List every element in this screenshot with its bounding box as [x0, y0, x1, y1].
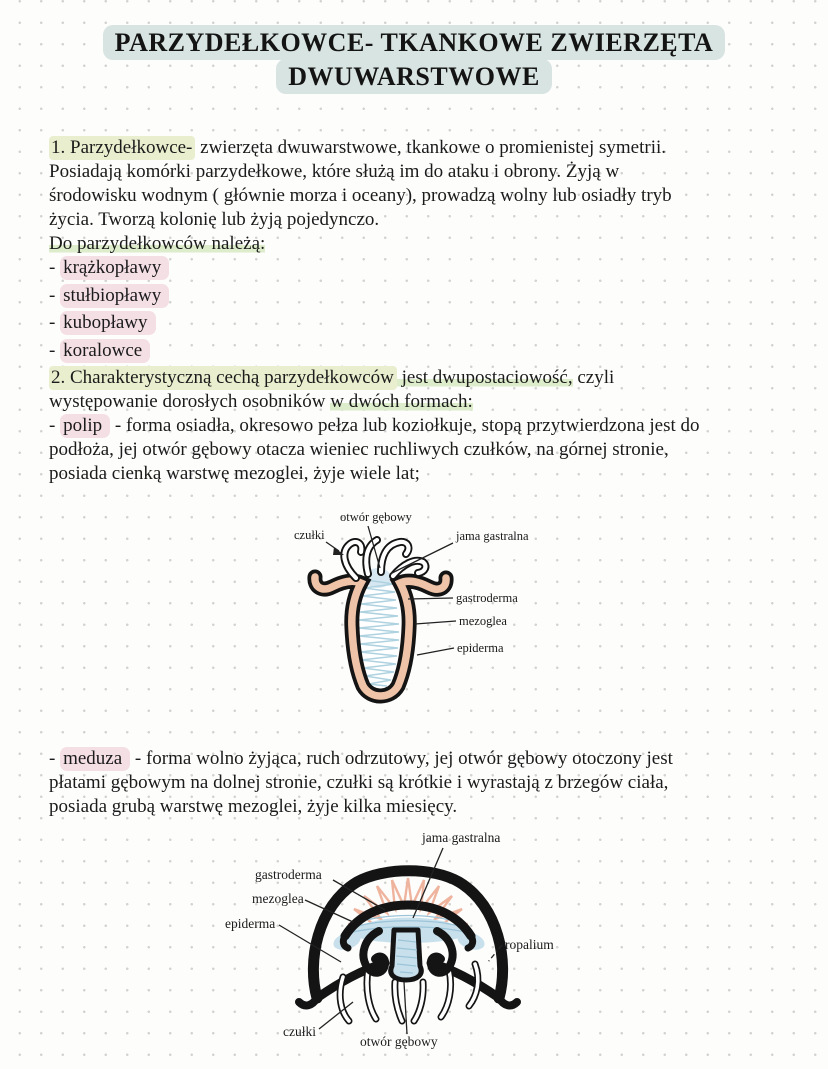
text-segment: występowanie dorosłych osobników — [49, 391, 331, 412]
medusa-label-gastroderma: gastroderma — [255, 867, 322, 882]
text-segment: posiada cienką warstwę mezoglei, żyje wiele lat; — [49, 463, 420, 484]
medusa-label-czulki: czułki — [283, 1024, 316, 1039]
text-segment: środowisku wodnym ( głównie morza i oceany), prowadzą wolny lub osiadły tryb — [49, 185, 672, 206]
text-segment: krążkopławy — [60, 256, 169, 280]
intro-paragraph — [49, 136, 811, 256]
polyp-label-otwor-gebowy: otwór gębowy — [340, 510, 412, 524]
text-segment: kubopławy — [60, 311, 155, 335]
text-segment: 2. Charakterystyczną cechą parzydełkowców — [49, 366, 397, 390]
text-segment: Do parzydełkowców należą: — [49, 233, 266, 254]
polyp-label-jama-gastralna: jama gastralna — [456, 529, 529, 543]
text-segment: koralowce — [60, 339, 150, 363]
text-segment: - — [49, 312, 61, 333]
text-segment: płatami gębowym na dolnej stronie, czułki są krótkie i wyrastają z brzegów ciała, — [49, 772, 669, 793]
polyp-label-gastroderma: gastroderma — [456, 591, 518, 605]
polyp-diagram — [270, 502, 560, 718]
text-segment: stułbiopławy — [60, 284, 169, 308]
cnidarian-types-list — [49, 254, 811, 364]
text-segment: - forma wolno żyjąca, ruch odrzutowy, jej otwór gębowy otoczony jest — [130, 748, 673, 769]
polyp-label-epiderma: epiderma — [457, 641, 504, 655]
medusa-label-ropalium: ropalium — [505, 937, 554, 952]
text-segment: - — [49, 415, 61, 436]
text-segment: 1. Parzydełkowce- — [49, 136, 195, 160]
title-line-2: DWUWARSTWOWE — [276, 59, 552, 94]
text-segment: - — [49, 257, 61, 278]
text-segment: w dwóch formach: — [330, 391, 473, 412]
medusa-paragraph — [49, 747, 811, 819]
text-segment: - — [49, 748, 61, 769]
polyp-tentacles — [344, 540, 425, 578]
medusa-diagram — [195, 822, 615, 1067]
medusa-label-otwor-gebowy: otwór gębowy — [360, 1034, 438, 1049]
text-segment: polip — [60, 414, 110, 438]
medusa-label-epiderma: epiderma — [225, 916, 276, 931]
text-segment: - forma osiadła, okresowo pełza lub koziołkuje, stopą przytwierdzona jest do — [110, 415, 700, 436]
text-segment: zwierzęta dwuwarstwowe, tkankowe o promienistej symetrii. — [195, 137, 667, 158]
text-segment: - — [49, 339, 61, 361]
text-segment: czyli — [572, 367, 615, 388]
text-segment: - — [49, 284, 61, 306]
title-line-1: PARZYDEŁKOWCE- TKANKOWE ZWIERZĘTA — [103, 25, 726, 60]
medusa-label-mezoglea: mezoglea — [252, 891, 304, 906]
text-segment: meduza — [60, 747, 130, 771]
medusa-label-jama-gastralna: jama gastralna — [422, 830, 501, 845]
page-title — [0, 26, 828, 94]
text-segment: jest dwupostaciowość, — [396, 367, 573, 388]
text-segment: Posiadają komórki parzydełkowe, które służą im do ataku i obrony. Żyją w — [49, 161, 620, 182]
dimorphism-paragraph — [49, 366, 811, 486]
polyp-label-czulki: czułki — [294, 528, 325, 542]
polyp-label-mezoglea: mezoglea — [459, 614, 507, 628]
text-segment: życia. Tworzą kolonię lub żyją pojedynczo. — [49, 209, 380, 230]
text-segment: podłoża, jej otwór gębowy otacza wieniec ruchliwych czułków, na górnej stronie, — [49, 439, 669, 460]
text-segment: posiada grubą warstwę mezoglei, żyje kilka miesięcy. — [49, 796, 458, 817]
